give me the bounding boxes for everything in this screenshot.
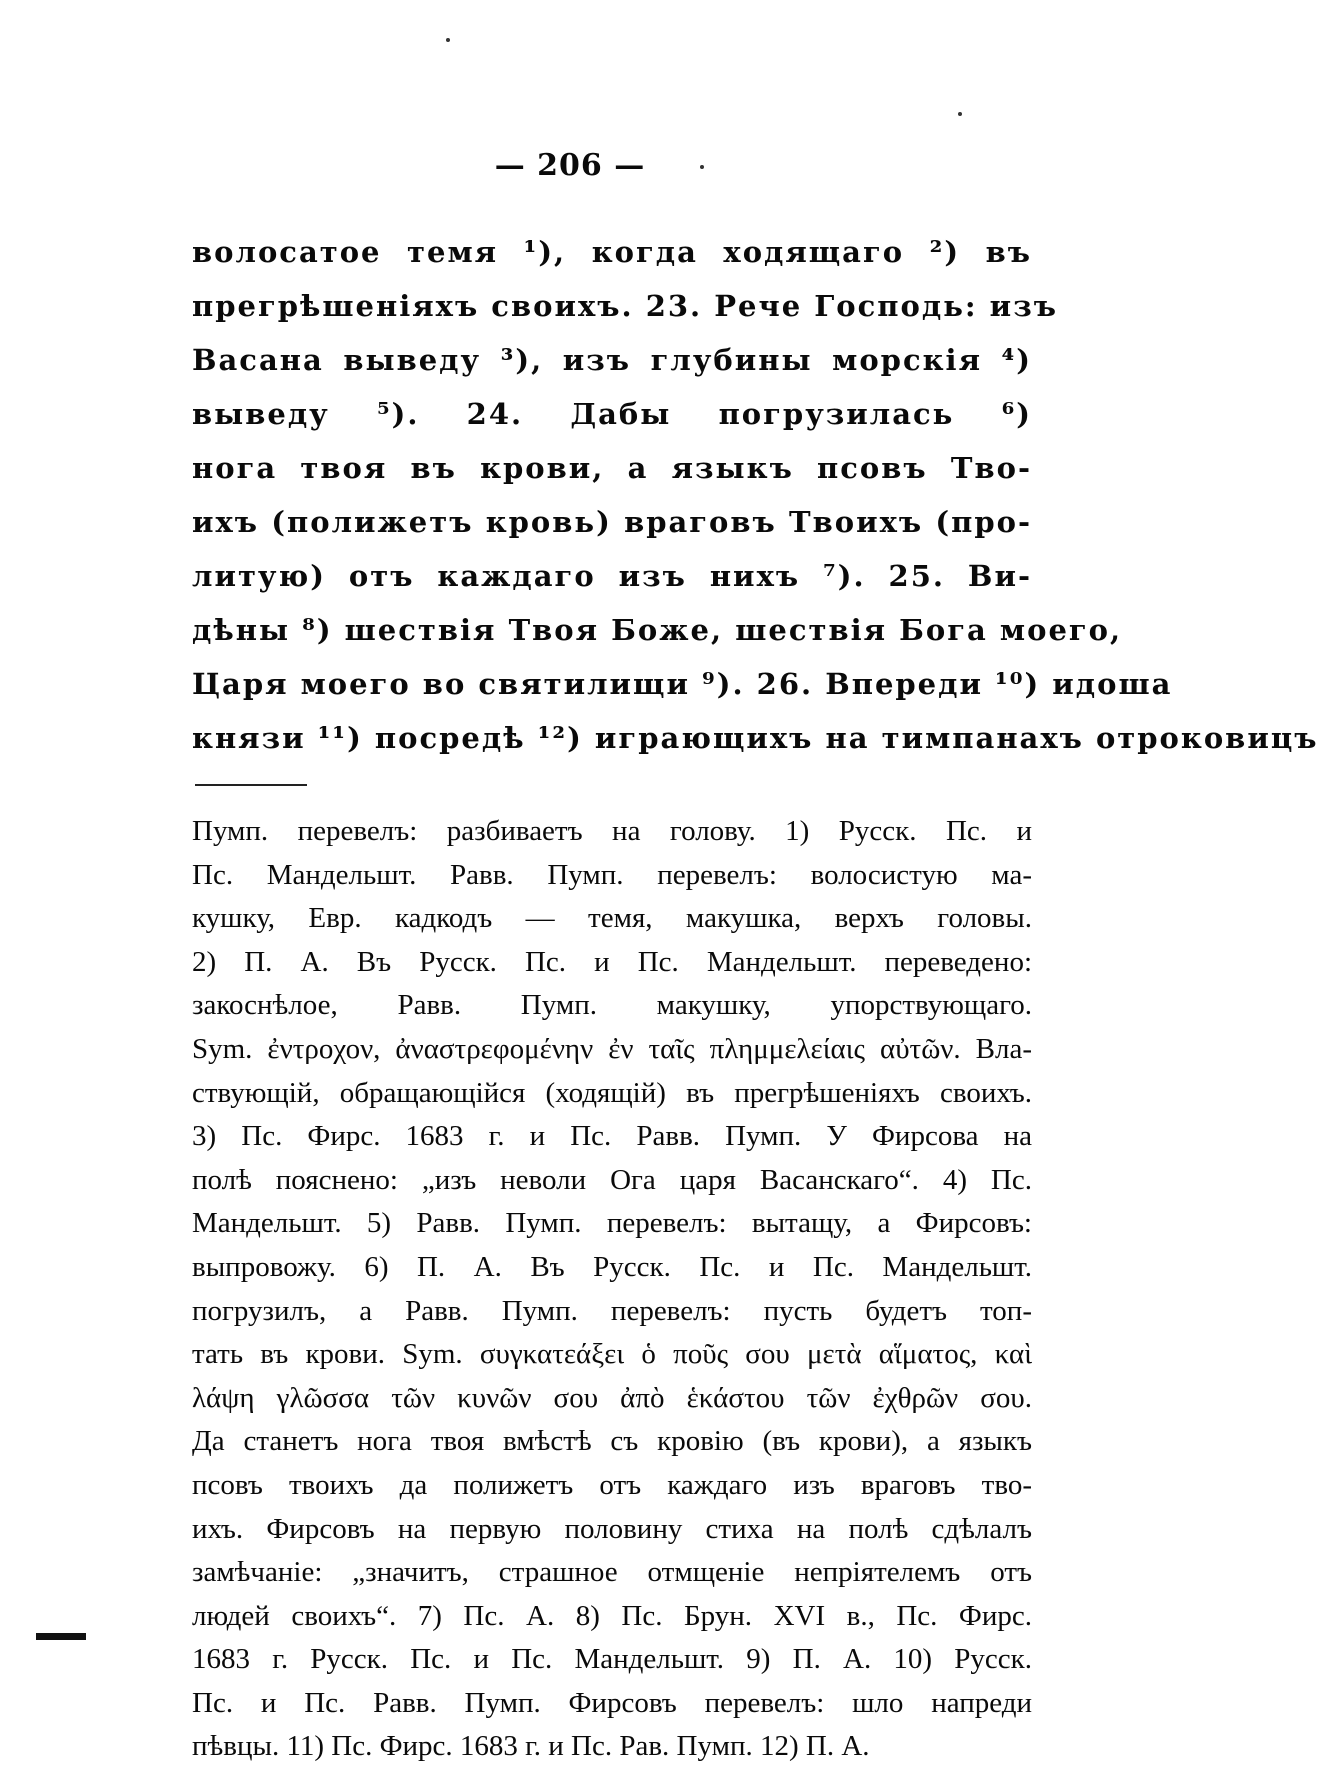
main-line: князи ¹¹) посредѣ ¹²) играющихъ на тимпанахъ отроковицъ: [192, 721, 1319, 755]
footnote-line: Пс. и Пс. Равв. Пумп. Фирсовъ перевелъ: шло напреди: [192, 1686, 1032, 1719]
main-line: Васана выведу ³), изъ глубины морскія ⁴): [192, 343, 1032, 377]
main-line: ихъ (полижетъ кровь) враговъ Твоихъ (про-: [192, 505, 1032, 539]
footnote-line: ихъ. Фирсовъ на первую половину стиха на полѣ сдѣлалъ: [192, 1512, 1032, 1545]
main-text: [192, 225, 1319, 765]
footnote-separator: [195, 784, 307, 786]
main-line: Царя моего во святилищи ⁹). 26. Впереди ¹⁰) идоша: [192, 667, 1173, 701]
footnote-line: замѣчаніе: „значитъ, страшное отмщеніе непріятелемъ отъ: [192, 1556, 1032, 1589]
footnote-line: погрузилъ, а Равв. Пумп. перевелъ: пусть будетъ топ-: [192, 1294, 1032, 1327]
footnote-line: закоснѣлое, Равв. Пумп. макушку, упорствующаго.: [192, 989, 1032, 1022]
footnote-line: λάψη γλῶσσα τῶν κυνῶν σου ἀπὸ ἑκάστου τῶν ἐχθρῶν σου.: [192, 1381, 1032, 1414]
scan-edge-mark: [36, 1633, 86, 1640]
footnote-line: людей своихъ“. 7) Пс. А. 8) Пс. Брун. XVI в., Пс. Фирс.: [192, 1599, 1032, 1632]
main-line: выведу ⁵). 24. Дабы погрузилась ⁶): [192, 397, 1032, 431]
footnote-line: кушку, Евр. кадкодъ — темя, макушка, верхъ головы.: [192, 902, 1032, 935]
main-line: волосатое темя ¹), когда ходящаго ²) въ: [192, 235, 1032, 269]
main-line: нога твоя въ крови, а языкъ псовъ Тво-: [192, 451, 1032, 485]
speck: [958, 112, 962, 116]
footnote-line: Мандельшт. 5) Равв. Пумп. перевелъ: вытащу, а Фирсовъ:: [192, 1207, 1032, 1240]
speck: [446, 38, 450, 42]
footnote-line: Sym. ἐντροχον, ἀναστρεφομένην ἐν ταῖς πλημμελείαις αὐτῶν. Вла-: [192, 1032, 1032, 1065]
footnote-line: псовъ твоихъ да полижетъ отъ каждаго изъ враговъ тво-: [192, 1468, 1032, 1501]
footnote-line: тать въ крови. Sym. συγκατεάξει ὁ ποῦς σου μετὰ αἵματος, καὶ: [192, 1338, 1032, 1371]
footnote-line: 2) П. А. Въ Русск. Пс. и Пс. Мандельшт. переведено:: [192, 945, 1032, 978]
footnote-line: Пумп. перевелъ: разбиваетъ на голову. 1) Русск. Пс. и: [192, 815, 1032, 847]
footnote-line: ствующій, обращающійся (ходящій) въ прегрѣшеніяхъ своихъ.: [192, 1076, 1032, 1109]
footnote-line: полѣ пояснено: „изъ неволи Ога царя Васанскаго“. 4) Пс.: [192, 1163, 1032, 1196]
footnotes: [192, 810, 1032, 1769]
main-line: прегрѣшеніяхъ своихъ. 23. Рече Господь: изъ: [192, 289, 1058, 323]
main-line: литую) отъ каждаго изъ нихъ ⁷). 25. Ви-: [192, 559, 1032, 593]
footnote-line: пѣвцы. 11) Пс. Фирс. 1683 г. и Пс. Рав. Пумп. 12) П. А.: [192, 1730, 870, 1763]
footnote-line: 1683 г. Русск. Пс. и Пс. Мандельшт. 9) П. А. 10) Русск.: [192, 1643, 1032, 1676]
page-number: — 206 —: [494, 148, 646, 183]
footnote-line: 3) Пс. Фирс. 1683 г. и Пс. Равв. Пумп. У Фирсова на: [192, 1120, 1032, 1153]
footnote-line: Пс. Мандельшт. Равв. Пумп. перевелъ: волосистую ма-: [192, 858, 1032, 891]
footnote-line: Да станетъ нога твоя вмѣстѣ съ кровію (въ крови), а языкъ: [192, 1425, 1032, 1458]
main-line: дѣны ⁸) шествія Твоя Боже, шествія Бога моего,: [192, 613, 1123, 647]
footnote-line: выпровожу. 6) П. А. Въ Русск. Пс. и Пс. Мандельшт.: [192, 1250, 1032, 1283]
